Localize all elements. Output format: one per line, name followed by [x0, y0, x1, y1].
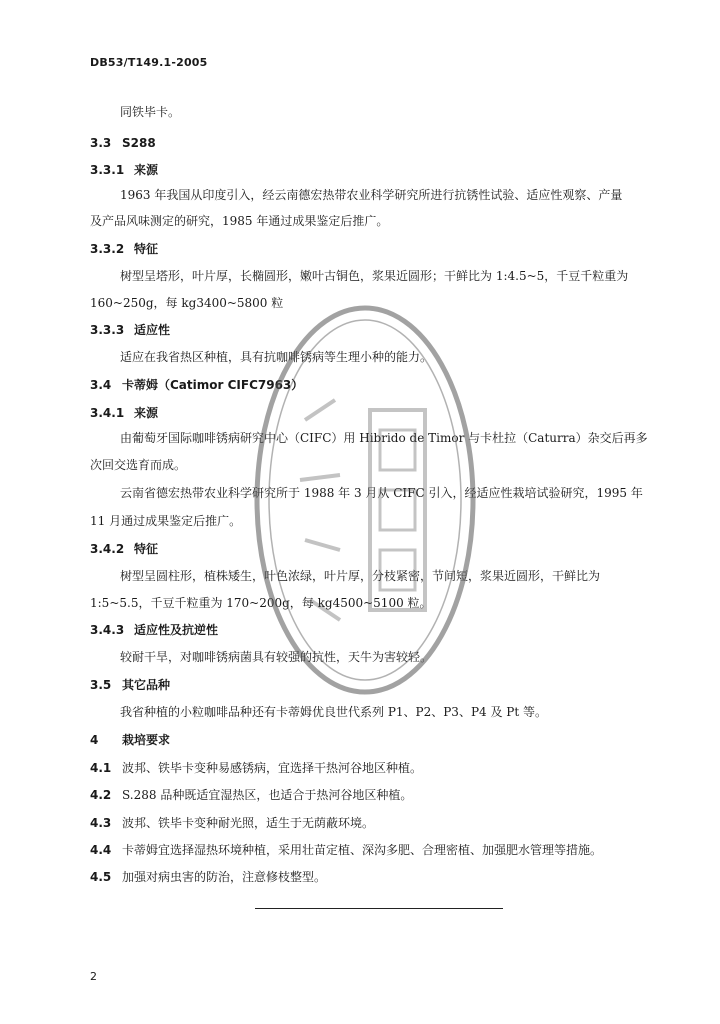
paragraph-line: 1963 年我国从印度引入，经云南德宏热带农业科学研究所进行抗锈性试验、适应性观察、产量 [120, 188, 623, 202]
list-item-4-1: 4.1 波邦、铁毕卡变种易感锈病，宜选择干热河谷地区种植。 [90, 761, 423, 775]
section-heading-3-5: 3.5 其它品种 [90, 678, 171, 692]
page-number: 2 [90, 970, 97, 983]
section-heading-3-4-1: 3.4.1 来源 [90, 406, 159, 420]
section-heading-3-3: 3.3 S288 [90, 136, 156, 150]
paragraph-line: 树型呈圆柱形，植株矮生，叶色浓绿，叶片厚，分枝紧密，节间短，浆果近圆形，干鲜比为 [120, 569, 601, 583]
paragraph-line: 次回交选育而成。 [90, 458, 187, 472]
end-rule [255, 908, 503, 909]
list-item-4-4: 4.4 卡蒂姆宜选择湿热环境种植，采用壮苗定植、深沟多肥、合理密植、加强肥水管理等措施。 [90, 843, 603, 857]
paragraph-line: 11 月通过成果鉴定后推广。 [90, 514, 242, 528]
paragraph-line: 我省种植的小粒咖啡品种还有卡蒂姆优良世代系列 P1、P2、P3、P4 及 Pt 等。 [120, 705, 547, 719]
section-heading-3-4-2: 3.4.2 特征 [90, 542, 159, 556]
paragraph-line: 160~250g，每 kg3400~5800 粒 [90, 296, 284, 310]
section-heading-3-4-3: 3.4.3 适应性及抗逆性 [90, 623, 219, 637]
list-item-4-3: 4.3 波邦、铁毕卡变种耐光照，适生于无荫蔽环境。 [90, 816, 375, 830]
paragraph-line: 树型呈塔形，叶片厚，长椭圆形，嫩叶古铜色，浆果近圆形；干鲜比为 1:4.5~5，千豆千粒重为 [120, 269, 629, 283]
section-heading-3-3-2: 3.3.2 特征 [90, 242, 159, 256]
paragraph-line: 云南省德宏热带农业科学研究所于 1988 年 3 月从 CIFC 引入，经适应性栽培试验研究，1995 年 [120, 486, 643, 500]
section-heading-3-4: 3.4 卡蒂姆（Catimor CIFC7963） [90, 378, 304, 392]
text-line: 同铁毕卡。 [120, 105, 181, 119]
list-item-4-5: 4.5 加强对病虫害的防治，注意修枝整型。 [90, 870, 327, 884]
section-heading-3-3-3: 3.3.3 适应性 [90, 323, 171, 337]
paragraph-line: 由葡萄牙国际咖啡锈病研究中心（CIFC）用 Hibrido de Timor 与卡杜拉（Caturra）杂交后再多 [120, 431, 648, 445]
paragraph-line: 较耐干旱，对咖啡锈病菌具有较强的抗性，天牛为害较轻。 [120, 650, 433, 664]
paragraph-line: 适应在我省热区种植，具有抗咖啡锈病等生理小种的能力。 [120, 350, 433, 364]
paragraph-line: 1:5~5.5，千豆千粒重为 170~200g，每 kg4500~5100 粒。 [90, 596, 432, 610]
paragraph-line: 及产品风味测定的研究，1985 年通过成果鉴定后推广。 [90, 214, 389, 228]
document-id: DB53/T149.1-2005 [90, 56, 208, 69]
section-heading-3-3-1: 3.3.1 来源 [90, 163, 159, 177]
section-heading-4: 4 栽培要求 [90, 733, 171, 747]
list-item-4-2: 4.2 S.288 品种既适宜湿热区，也适合于热河谷地区种植。 [90, 788, 413, 802]
